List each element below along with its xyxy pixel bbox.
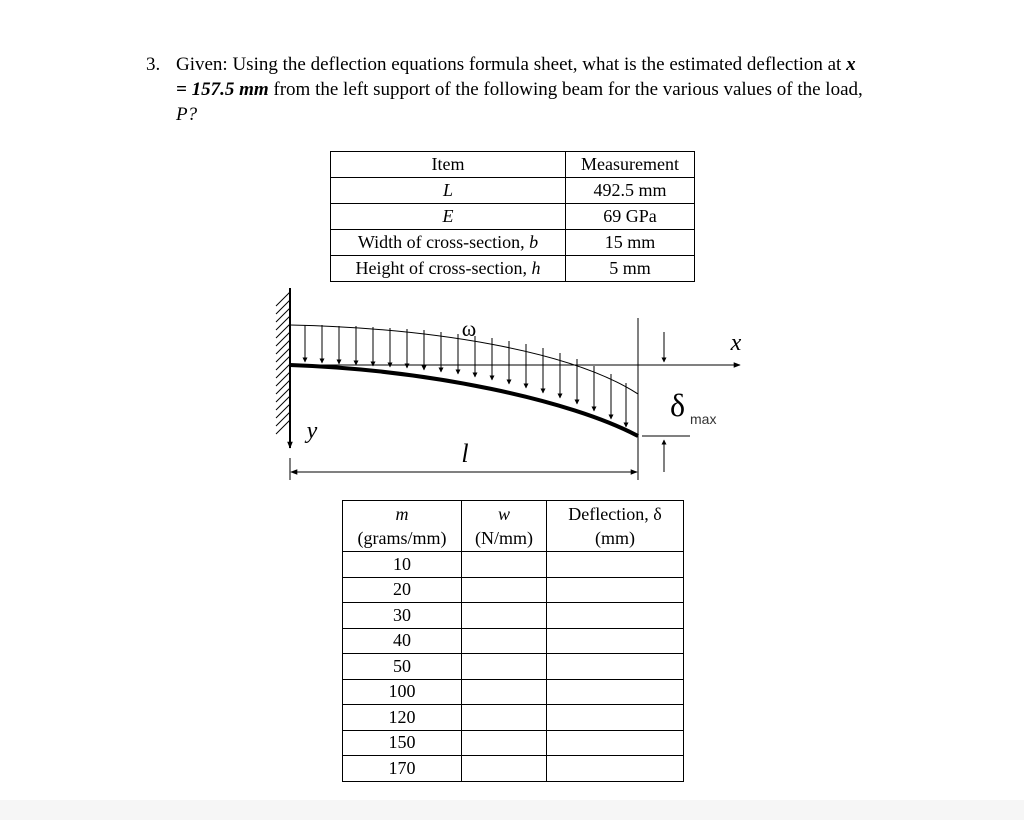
beam-diagram [250,280,770,485]
p-variable: P? [176,104,198,125]
w-cell [462,577,547,603]
deflection-cell [547,730,684,756]
table-row [343,628,684,654]
w-cell [462,552,547,578]
measurement-height: 5 mm [566,256,695,282]
deflection-cell [547,654,684,680]
m-value: 10 [343,552,462,578]
load-deflection-table [342,500,684,782]
m-value: 20 [343,577,462,603]
m-value: 150 [343,730,462,756]
deflection-cell [547,603,684,629]
question-text [146,52,936,127]
m-value: 120 [343,705,462,731]
header-deflection-unit: (mm) [595,528,635,548]
table-row [343,679,684,705]
header-m-unit: (grams/mm) [357,528,447,548]
w-cell [462,654,547,680]
question-line2: from the left support of the following beam for the various values of the load, [268,79,863,100]
table-row [343,603,684,629]
table-header-row [331,152,695,178]
table-row [343,654,684,680]
table-row [343,705,684,731]
w-cell [462,628,547,654]
w-cell [462,756,547,782]
item-height: Height of cross-section, [355,258,532,278]
measurement-L: 492.5 mm [566,178,695,204]
x-variable: x [846,54,856,75]
header-deflection: Deflection, δ [568,504,662,524]
table-header-row [343,501,684,552]
table-row [331,256,695,282]
page-bottom-edge [0,800,1024,820]
table-row [331,178,695,204]
deflection-cell [547,577,684,603]
item-L: L [442,180,453,200]
question-line1: Given: Using the deflection equations formula sheet, what is the estimated deflection at [176,54,847,75]
deflection-cell [547,552,684,578]
m-value: 30 [343,603,462,629]
table-row [343,730,684,756]
length-label: l [461,439,469,468]
m-value: 100 [343,679,462,705]
deflection-cell [547,679,684,705]
measurement-width: 15 mm [566,230,695,256]
deflection-cell [547,756,684,782]
deflection-cell [547,705,684,731]
w-cell [462,679,547,705]
header-item: Item [331,152,566,178]
table-row [343,577,684,603]
table-row [331,230,695,256]
question-number: 3. [146,54,161,75]
deflected-beam [290,365,638,436]
w-cell [462,603,547,629]
fixed-support [276,288,290,448]
header-w-unit: (N/mm) [475,528,533,548]
w-cell [462,705,547,731]
item-height-var: h [531,258,541,278]
table-row [331,204,695,230]
item-width-var: b [529,232,539,252]
item-width: Width of cross-section, [357,232,530,252]
x-value: = 157.5 mm [176,79,269,100]
delta-max-subscript: max [690,411,717,427]
measurement-E: 69 GPa [566,204,695,230]
deflection-cell [547,628,684,654]
table-row [343,552,684,578]
omega-label: ω [461,316,477,341]
x-axis-label: x [730,330,742,356]
m-value: 170 [343,756,462,782]
table-row [343,756,684,782]
delta-max-symbol: δ [670,387,686,423]
m-value: 40 [343,628,462,654]
header-w-var: w [497,504,510,524]
properties-table [330,151,695,282]
header-measurement: Measurement [566,152,695,178]
y-axis-label: y [306,418,318,444]
m-value: 50 [343,654,462,680]
item-E: E [442,206,454,226]
header-m-var: m [395,504,409,524]
w-cell [462,730,547,756]
